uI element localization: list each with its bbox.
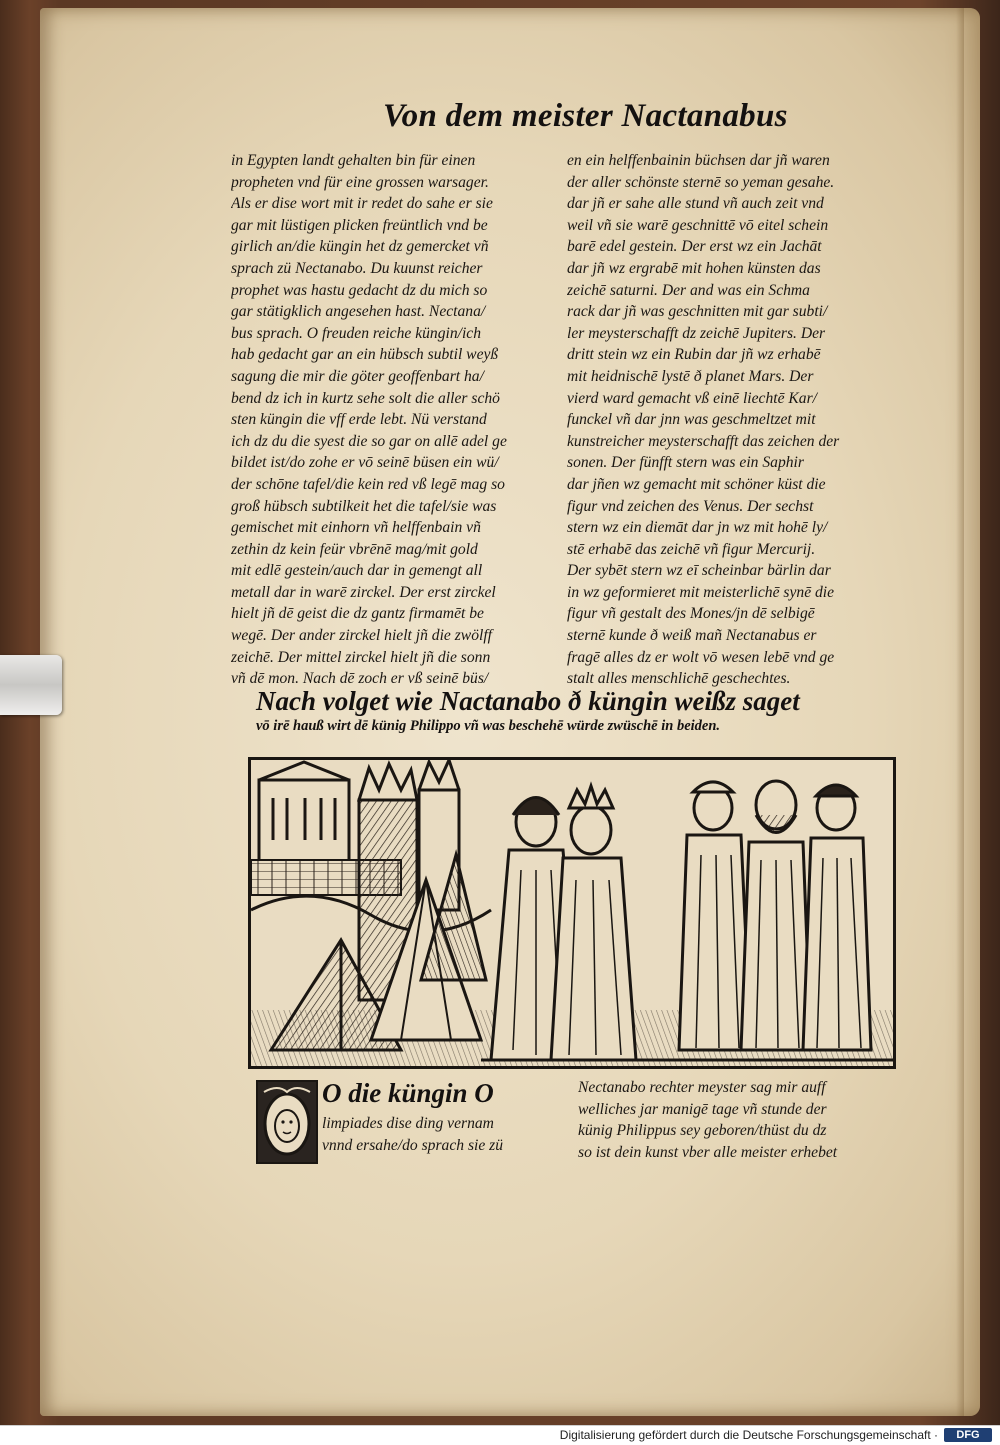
text-line: Der sybēt stern wz eī scheinbar bärlin dar [567,562,831,580]
section-heading: Nach volget wie Nactanabo ð küngin weißz saget [256,686,800,716]
text-line: dar jñ wz ergrabē mit hohen künsten das [567,259,821,277]
text-line: gemischet mit einhorn vñ helffenbain vñ [231,519,481,537]
dfg-logo[interactable]: DFG [944,1428,992,1442]
text-line: girlich an/die küngin het dz gemercket vñ [231,238,489,256]
text-line: figur vnd zeichen des Venus. Der sechst [567,497,814,515]
text-column-right [567,150,902,690]
text-line: dar jñen wz gemacht mit schöner küst die [567,475,826,493]
text-line: weil vñ sie warē geschnittē vō eitel schein [567,216,829,234]
text-line: prophet was hastu gedacht dz du mich so [231,281,488,299]
text-line: so ist dein kunst vber alle meister erhebet [578,1143,838,1161]
figure-nectanabus [679,782,751,1050]
decorated-initial-o [256,1080,318,1164]
text-line: fragē alles dz er wolt vō wesen lebē vnd ge [567,648,835,666]
lower-left-column [322,1113,562,1156]
text-line: künig Philippus sey geboren/thüst du dz [578,1122,827,1140]
text-line: in Egypten landt gehalten bin für einen [231,152,476,169]
text-line: sonen. Der fünfft stern was ein Saphir [567,454,804,472]
text-line: in wz geformieret mit meisterlichē synē die [567,583,835,601]
text-line: hielt jñ dē geist die dz gantz firmamēt be [231,605,484,623]
text-line: ich dz du die syest die so gar on allē adel ge [231,432,507,450]
text-line: gar stätigklich angesehen hast. Nectana/ [231,303,486,321]
page-edge [956,8,964,1416]
text-line: en ein helffenbainin büchsen dar jñ waren [567,152,830,169]
text-line: hab gedacht gar an ein hübsch subtil weyß [231,346,499,364]
woodcut-illustration [248,757,896,1069]
text-line: zeichē saturni. Der and was ein Schma [567,281,810,299]
text-line: figur vñ gestalt des Mones/jn dē selbigē [567,605,815,623]
text-line: dar jñ er sahe alle stund vñ auch zeit vnd [567,195,824,213]
text-line: sagung die mir die göter geoffenbart ha/ [231,367,484,385]
text-line: zethin dz kein feür vbrēnē mag/mit gold [231,540,478,558]
text-line: zeichē. Der mittel zirckel hielt jñ die sonn [231,648,491,666]
text-line: propheten vnd für eine grossen warsager. [231,173,489,191]
text-line: bend dz ich in kurtz sehe solt die aller schö [231,389,500,407]
text-line: sprach zü Nectanabo. Du kuunst reicher [231,259,483,277]
text-line: funckel vñ dar jnn was geschmeltzet mit [567,411,816,429]
text-line: der aller schönste sternē so yeman gesahe. [567,173,835,191]
text-line: bildet ist/do zohe er vō seinē büsen ein wü/ [231,454,499,472]
text-line: sternē kunde ð weiß mañ Nectanabus er [567,627,817,645]
text-line: kunstreicher meysterschafft das zeichen der [567,432,840,450]
text-line: stalt alles menschlichē geschechtes. [567,670,791,688]
text-line: vnnd ersahe/do sprach sie zü [322,1136,504,1154]
text-line: der schōne tafel/die kein red vß legē mag so [231,475,505,493]
text-line: welliches jar manigē tage vñ stunde der [578,1100,827,1118]
text-line: barē edel gestein. Der erst wz ein Jachāt [567,238,822,256]
figure-queen [551,786,636,1060]
section-subheading: vō irē hauß wirt dē künig Philippo vñ was beschehē würde zwüschē in beiden. [256,718,721,734]
lower-left-opening: O die küngin O [322,1078,494,1108]
figure-man-bearded [741,781,811,1050]
text-line: vñ dē mon. Nach dē zoch er vß seinē büs/ [231,670,489,688]
text-line: metall dar in warē zirckel. Der erst zirckel [231,583,496,601]
text-line: rack dar jñ was geschnitten mit gar subti/ [567,303,828,321]
text-line: dritt stein wz ein Rubin dar jñ wz erhabē [567,346,821,364]
figure-man-young [803,785,871,1050]
footer-bar [0,1425,1000,1445]
text-line: wegē. Der ander zirckel hielt jñ die zwölff [231,627,493,645]
text-line: gar mit lüstigen plicken freüntlich vnd be [231,216,488,234]
text-column-left [231,150,556,690]
text-line: stern wz ein diemāt dar jn wz mit hohē ly/ [567,519,828,537]
text-line: sten küngin die vff erde lebt. Nü verstand [231,411,487,429]
text-line: Als er dise wort mit ir redet do sahe er sie [231,195,493,213]
text-line: mit edlē gestein/auch dar in gemengt all [231,562,483,580]
text-line: bus sprach. O freuden reiche küngin/ich [231,324,482,342]
text-line: Nectanabo rechter meyster sag mir auff [578,1079,826,1096]
text-line: mit heidnischē lystē ð planet Mars. Der [567,367,814,385]
text-line: limpiades dise ding vernam [322,1115,494,1132]
text-line: ler meysterschafft dz zeichē Jupiters. Der [567,324,826,342]
text-line: stē erhabē das zeichē vñ figur Mercurij. [567,540,816,558]
funding-credit: Digitalisierung gefördert durch die Deutsche Forschungsgemeinschaft · [559,1428,938,1442]
page-clip [0,655,62,715]
lower-right-column [578,1077,908,1163]
text-line: groß hübsch subtilkeit het die tafel/sie was [231,497,497,515]
running-head: Von dem meister Nactanabus [383,98,788,134]
text-line: vierd ward gemacht vß einē liechtē Kar/ [567,389,818,407]
